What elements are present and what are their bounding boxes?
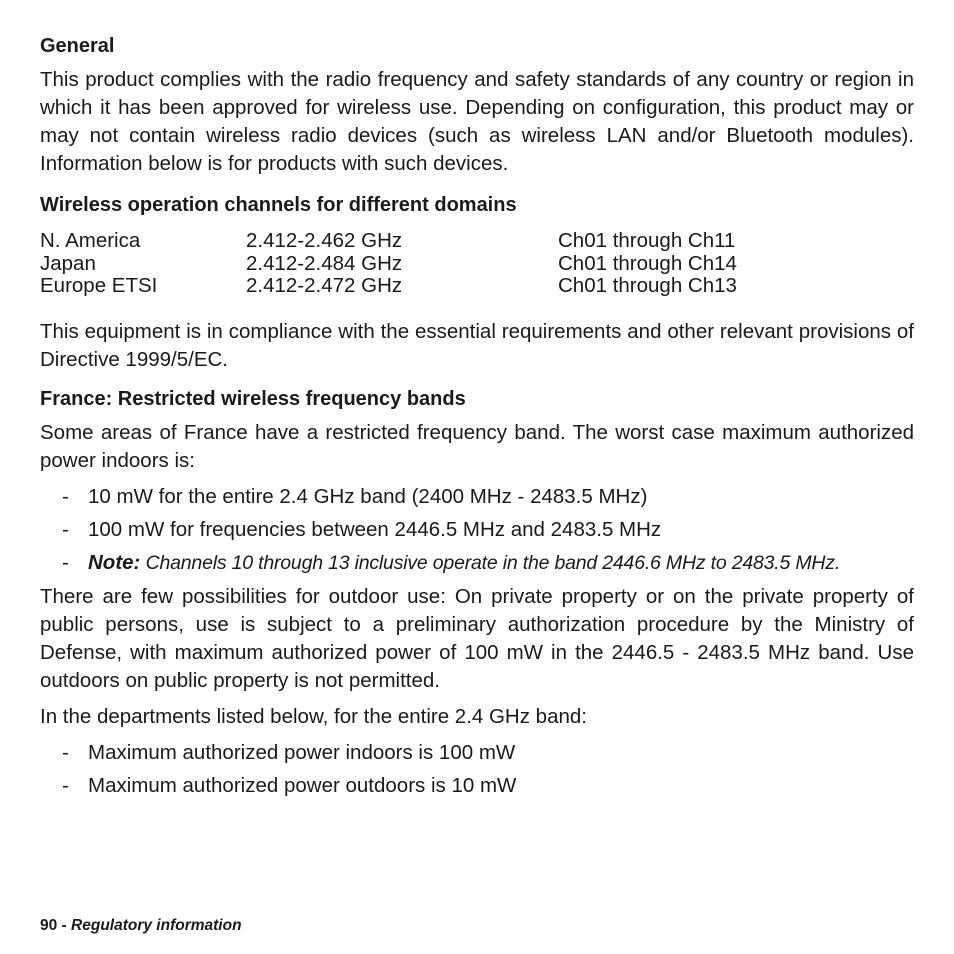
channel-range-cell: Ch01 through Ch11	[558, 229, 736, 252]
footer-section-title: Regulatory information	[71, 917, 242, 934]
table-row	[40, 275, 737, 298]
outdoor-paragraph: There are few possibilities for outdoor use: On private property or on the private property of public persons, use is subject to a preliminary authorization procedure by the Ministry of Defense, with maximum authorized power of 100 mW in the 2446.5 - 2483.5 MHz band. Use outdoors on public property is not permitted.	[40, 584, 914, 692]
band-cell: 2.412-2.472 GHz	[246, 274, 403, 297]
departments-list	[40, 739, 914, 799]
table-row	[40, 230, 737, 253]
table-row	[40, 253, 737, 276]
note-text: Channels 10 through 13 inclusive operate in the band 2446.6 MHz to 2483.5 MHz.	[140, 551, 841, 574]
list-item-text: 10 mW for the entire 2.4 GHz band (2400 MHz - 2483.5 MHz)	[88, 484, 648, 508]
dash-bullet: -	[62, 550, 69, 574]
dash-bullet: -	[62, 740, 69, 764]
list-item	[40, 772, 914, 799]
note-label: Note:	[88, 550, 141, 574]
list-item-text: 100 mW for frequencies between 2446.5 MHz and 2483.5 MHz	[88, 517, 662, 541]
page-number: 90	[40, 917, 58, 934]
france-heading: France: Restricted wireless frequency bands	[40, 387, 466, 410]
channel-range-cell: Ch01 through Ch14	[558, 251, 737, 275]
dash-bullet: -	[62, 773, 69, 797]
list-item-text: Maximum authorized power outdoors is 10 mW	[88, 773, 517, 797]
footer-separator: -	[57, 917, 72, 934]
list-item	[40, 516, 914, 543]
dash-bullet: -	[62, 484, 69, 508]
list-item	[40, 483, 914, 510]
list-item-text: Maximum authorized power indoors is 100 mW	[88, 740, 516, 764]
domain-cell: N. America	[40, 229, 141, 252]
france-power-list	[40, 483, 914, 577]
band-cell: 2.412-2.484 GHz	[246, 251, 403, 275]
channels-table	[40, 230, 737, 298]
page-footer	[40, 917, 242, 935]
france-paragraph: Some areas of France have a restricted frequency band. The worst case maximum authorized power indoors is:	[40, 420, 914, 472]
domain-cell: Europe ETSI	[40, 274, 158, 297]
compliance-paragraph: This equipment is in compliance with the essential requirements and other relevant provisions of Directive 1999/5/EC.	[40, 319, 914, 371]
domain-cell: Japan	[40, 251, 96, 275]
channels-heading: Wireless operation channels for different domains	[40, 194, 517, 216]
dash-bullet: -	[62, 517, 69, 541]
list-item	[40, 549, 914, 577]
band-cell: 2.412-2.462 GHz	[246, 229, 403, 252]
document-page	[40, 33, 914, 805]
channel-range-cell: Ch01 through Ch13	[558, 274, 737, 297]
general-paragraph: This product complies with the radio frequency and safety standards of any country or region in which it has been approved for wireless use. Depending on configuration, this product may or may not contain wireless radio devices (such as wireless LAN and/or Bluetooth modules). Information below is for products with such devices.	[40, 68, 914, 175]
departments-paragraph: In the departments listed below, for the entire 2.4 GHz band:	[40, 704, 587, 728]
general-heading: General	[40, 35, 115, 57]
list-item	[40, 739, 914, 766]
